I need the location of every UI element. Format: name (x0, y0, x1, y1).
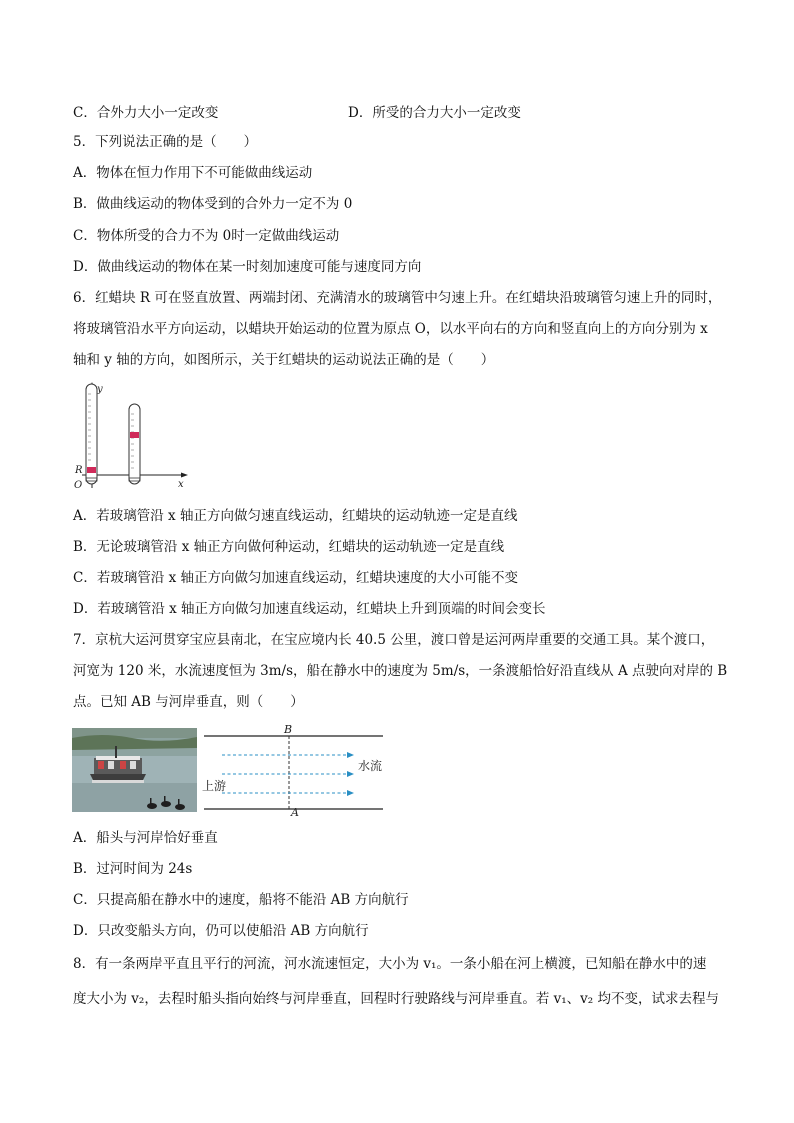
q7-label-a: A (291, 806, 299, 817)
q6-option-a: A．若玻璃管沿 x 轴正方向做匀速直线运动，红蜡块的运动轨迹一定是直线 (73, 508, 518, 524)
flow-arrowhead-2 (347, 771, 354, 777)
q8-stem-line-2: 度大小为 v₂，去程时船头指向始终与河岸垂直，回程时行驶路线与河岸垂直。若 v₁、v₂ 均不变，试求去程与 (73, 991, 719, 1007)
flow-arrowhead-3 (347, 790, 354, 796)
q4-option-c: C．合外力大小一定改变 (73, 105, 219, 121)
q8-stem-line-1: 8．有一条两岸平直且平行的河流，河水流速恒定，大小为 v₁。一条小船在河上横渡，已知船在静水中的速 (73, 956, 707, 972)
q7-stem-line-3: 点。已知 AB 与河岸垂直，则（ ） (73, 694, 304, 710)
q6-option-b: B．无论玻璃管沿 x 轴正方向做何种运动，红蜡块的运动轨迹一定是直线 (73, 539, 505, 555)
q6-stem-line-1: 6．红蜡块 R 可在竖直放置、两端封闭、充满清水的玻璃管中匀速上升。在红蜡块沿玻璃管匀速上升的同时， (73, 290, 722, 306)
q6-stem-line-2: 将玻璃管沿水平方向运动，以蜡块开始运动的位置为原点 O，以水平向右的方向和竖直向上的方向分别为 x (73, 321, 708, 337)
q6-option-c: C．若玻璃管沿 x 轴正方向做匀加速直线运动，红蜡块速度的大小可能不变 (73, 570, 519, 586)
q6-tube-figure (70, 380, 200, 495)
q4-option-d: D．所受的合力大小一定改变 (348, 105, 521, 121)
q6-option-d: D．若玻璃管沿 x 轴正方向做匀加速直线运动，红蜡块上升到顶端的时间会变长 (73, 601, 546, 617)
q5-option-c: C．物体所受的合力不为 0时一定做曲线运动 (73, 228, 340, 244)
q7-stem-line-2: 河宽为 120 米，水流速度恒为 3m/s，船在静水中的速度为 5m/s，一条渡船恰好沿直线从 A 点驶向对岸的 B (73, 663, 728, 679)
q7-river-diagram (198, 722, 388, 817)
q7-ferry-photo (72, 728, 197, 812)
q6-y-label: y (97, 384, 103, 395)
q7-option-d: D．只改变船头方向，仍可以使船沿 AB 方向航行 (73, 923, 369, 939)
flow-arrowhead-1 (347, 752, 354, 758)
q7-label-b: B (284, 723, 293, 736)
q7-flow-arrows (222, 755, 348, 793)
q5-stem: 5．下列说法正确的是（ ） (73, 134, 258, 150)
q6-stem-line-3: 轴和 y 轴的方向，如图所示，关于红蜡块的运动说法正确的是（ ） (73, 352, 495, 368)
q5-option-a: A．物体在恒力作用下不可能做曲线运动 (73, 165, 313, 181)
q7-stem-line-1: 7．京杭大运河贯穿宝应县南北，在宝应境内长 40.5 公里，渡口曾是运河两岸重要的交通工具。某个渡口， (73, 632, 715, 648)
q5-option-d: D．做曲线运动的物体在某一时刻加速度可能与速度同方向 (73, 259, 422, 275)
q5-option-b: B．做曲线运动的物体受到的合外力一定不为 0 (73, 196, 353, 212)
q7-option-a: A．船头与河岸恰好垂直 (73, 830, 218, 846)
q7-label-water: 水流 (358, 759, 383, 773)
q7-option-b: B．过河时间为 24s (73, 861, 193, 877)
q6-x-label: x (178, 479, 184, 490)
q6-wax-block-start (87, 467, 96, 473)
q6-tube-2 (129, 404, 140, 484)
q6-wax-block-moved (130, 432, 139, 438)
q7-option-c: C．只提高船在静水中的速度，船将不能沿 AB 方向航行 (73, 892, 409, 908)
q6-r-label: R (75, 465, 83, 476)
q7-label-upstream: 上游 (202, 779, 227, 793)
q6-o-label: O (74, 480, 83, 491)
q6-x-arrow (181, 473, 188, 478)
